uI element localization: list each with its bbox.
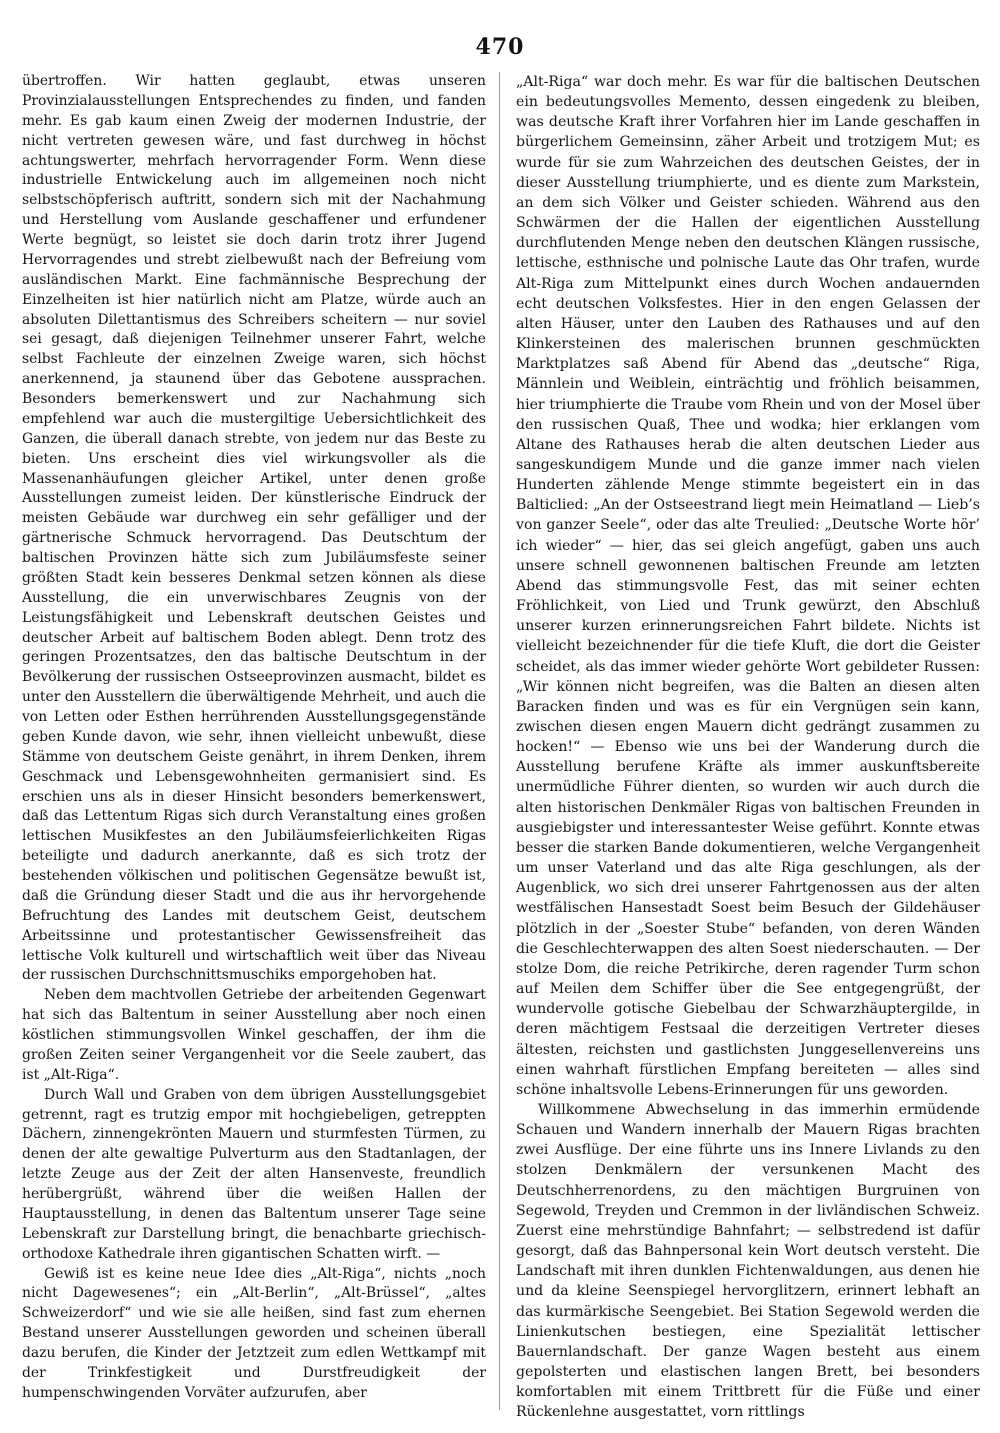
page-number: 470 — [475, 34, 525, 60]
left-paragraph-4: Gewiß ist es keine neue Idee dies „Alt-Riga“, nichts „noch nicht Dagewesenes“; ein „Alt-Berlin“, „Alt-Brüssel“, „altes Schweizerdorf“ und wie sie alle heißen, sind fast zum ehernen Bestand unserer Ausstellungen geworden und scheinen überall dazu berufen, die Kinder der Jetztzeit zum edlen Wettkampf mit der Trinkfestigkeit und Durstfreudigkeit der humpenschwingenden Vorväter aufzurufen, aber — [22, 1265, 486, 1401]
left-column — [22, 72, 486, 1404]
left-paragraph-2: Neben dem machtvollen Getriebe der arbeitenden Gegenwart hat sich das Baltentum in seiner Ausstellung aber noch einen köstlichen stimmungsvollen Winkel geschaffen, der ihm die großen Zeiten seiner Vergangenheit vor die Seele zaubert, das ist „Alt-Riga“. — [22, 987, 486, 1083]
right-column — [516, 72, 980, 1422]
right-paragraph-1: „Alt-Riga“ war doch mehr. Es war für die baltischen Deutschen ein bedeutungsvolles Memento, dessen eingedenk zu bleiben, was deutsche Kraft ihrer Vorfahren hier im Lande geschaffen in bürgerlichem Gemeinsinn, zäher Arbeit und trotzigem Mut; es wurde für sie zum Wahrzeichen des deutschen Geistes, der in dieser Ausstellung triumphierte, und es diente zum Markstein, an dem sich Völker und Geister schieden. Während aus den Schwärmen der die Hallen der eigentlichen Ausstellung durchflutenden Menge neben den deutschen Klängen russische, lettische, esthnische und polnische Laute das Ohr trafen, wurde Alt-Riga zum Mittelpunkt eines durch Wochen andauernden echt deutschen Volksfestes. Hier in den engen Gelassen der alten Häuser, unter den Lauben des Rathauses und auf den Klinkersteinen des malerischen brunnen geschmückten Marktplatzes saß Abend für Abend das „deutsche“ Riga, Männlein und Weiblein, einträchtig und fröhlich beisammen, hier triumphierte die Traube vom Rhein und von der Mosel über den russischen Quaß, Thee und wodka; hier erklangen vom Altane des Rathauses herab die alten deutschen Lieder aus sangeskundigem Munde und die ganze immer nach vielen Hunderten zählende Menge stimmte begeistert ein in das Balticlied: „An der Ostseestrand liegt mein Heimatland — Lieb’s von ganzer Seele“, oder das alte Treulied: „Deutsche Worte hör’ ich wieder“ — hier, das sei gleich angefügt, gaben uns auch unsere schnell gewonnenen baltischen Freunde am letzten Abend das stimmungsvolle Fest, das mit seiner echten Fröhlichkeit, von Lied und Trunk gewürzt, den Abschluß unserer kurzen erinnerungsreichen Fahrt bildete. Nichts ist vielleicht bezeichnender für die tiefe Kluft, die dort die Geister scheidet, als das immer wieder gehörte Wort gebildeter Russen: „Wir können nicht begreifen, was die Balten an diesen alten Baracken finden und was es für ein Vergnügen sein kann, zwischen diesen engen Mauern dicht gedrängt zusammen zu hocken!“ — Ebenso wie uns bei der Wanderung durch die Ausstellung berufene Kräfte als immer auskunftsbereite unermüdliche Führer dienten, so wurden wir auch durch die alten historischen Denkmäler Rigas von baltischen Freunden in ausgiebigster und interessantester Weise geführt. Konnte etwas besser die starken Bande dokumentieren, welche Vergangenheit um unser Vaterland und das alte Riga geschlungen, als der Augenblick, wo sich drei unserer Fahrtgenossen aus der alten westfälischen Hansestadt Soest beim Besuch der Gildehäuser plötzlich in der „Soester Stube“ befanden, von deren Wänden die Geschlechterwappen des alten Soest niederschauten. — Der stolze Dom, die reiche Petrikirche, deren ragender Turm schon auf Meilen dem Schiffer über die See entgegengrüßt, der wundervolle gotische Giebelbau der Schwarzhäuptergilde, in deren mächtigem Festsaal die derzeitigen Vertreter dieses ältesten, reichsten und gastlichsten Junggesellenvereins uns einen wahrhaft fürstlichen Empfang bereiteten — alles sind schöne inhaltsvolle Lebens-Erinnerungen für uns geworden. — [516, 74, 980, 1098]
column-divider — [499, 72, 500, 1410]
left-paragraph-3: Durch Wall und Graben von dem übrigen Ausstellungsgebiet getrennt, ragt es trutzig empor mit hochgiebeligen, getreppten Dächern, zinnengekrönten Mauern und sturmfesten Türmen, zu denen der alte gewaltige Pulverturm aus den Stadtanlagen, der letzte Zeuge aus der Zeit der alten Hansenveste, freundlich herübergrüßt, während über die weißen Hallen der Hauptausstellung, in denen das Baltentum unserer Tage seine Lebenskraft zur Darstellung bringt, die benachbarte griechisch-orthodoxe Kathedrale ihren gigantischen Schatten wirft. — — [22, 1086, 486, 1262]
right-paragraph-2: Willkommene Abwechselung in das immerhin ermüdende Schauen und Wandern innerhalb der Mauern Rigas brachten zwei Ausflüge. Der eine führte uns ins Innere Livlands zu den stolzen Denkmälern der versunkenen Macht des Deutschherrenordens, zu den mächtigen Burgruinen von Segewold, Treyden und Cremmon in der livländischen Schweiz. Zuerst eine mehrstündige Bahnfahrt; — selbstredend ist dafür gesorgt, daß das Bahnpersonal kein Wort deutsch versteht. Die Landschaft mit ihren dunklen Fichtenwaldungen, aus denen hie und da kleine Seenspiegel hervorglitzern, erinnert lebhaft an das kurmärkische Seengebiet. Bei Station Segewold werden die Linienkutschen bestiegen, eine Spezialität lettischer Bauernlandschaft. Der ganze Wagen besteht aus einem gepolsterten und elastischen langen Brett, bei besonders komfortablen mit einem Trittbrett für die Füße und einer Rückenlehne ausgestattet, vorn rittlings — [516, 1101, 980, 1421]
left-paragraph-1: übertroffen. Wir hatten geglaubt, etwas unseren Provinzialausstellungen Entsprechendes zu finden, und fanden mehr. Es gab kaum einen Zweig der modernen Industrie, der nicht vertreten gewesen wäre, und fast durchweg in höchst achtungswerter, mehrfach hervorragender Form. Wenn diese industrielle Entwickelung auch im allgemeinen noch nicht selbstschöpferisch auftritt, sondern sich mit der Nachahmung und Herstellung vom Auslande geschaffener und erfundener Werte begnügt, so leistet sie doch darin trotz ihrer Jugend Hervorragendes und strebt zielbewußt nach der Befreiung vom ausländischen Markt. Eine fachmännische Besprechung der Einzelheiten ist hier natürlich nicht am Platze, würde auch an absoluten Dilettantismus des Schreibers scheitern — nur soviel sei gesagt, daß diejenigen Teilnehmer unserer Fahrt, welche selbst Fachleute der einzelnen Zweige waren, sich höchst anerkennend, ja staunend über das Gebotene aussprachen. Besonders bemerkenswert und zur Nachahmung sich empfehlend war auch die mustergiltige Uebersichtlichkeit des Ganzen, die überall danach strebte, von jedem nur das Beste zu bieten. Uns erscheint dies viel wirkungsvoller als die Massenanhäufungen gleicher Artikel, unter denen große Ausstellungen zumeist leiden. Der künstlerische Eindruck der meisten Gebäude war durchweg ein sehr gefälliger und der gärtnerische Schmuck hervorragend. Das Deutschtum der baltischen Provinzen hätte sich zum Jubiläumsfeste seiner größten Stadt kein besseres Denkmal setzen können als diese Ausstellung, die ein unverwischbares Zeugnis von der Leistungsfähigkeit und Lebenskraft deutschen Geistes und deutscher Arbeit auf baltischem Boden ablegt. Denn trotz des geringen Prozentsatzes, den das baltische Deutschtum in der Bevölkerung der russischen Ostseeprovinzen ausmacht, bildet es unter den Ausstellern die überwältigende Mehrheit, und auch die von Letten oder Esthen herrührenden Ausstellungsgegenstände geben Kunde davon, wie sehr, ihnen vielleicht unbewußt, diese Stämme von deutschem Geiste genährt, in ihrem Denken, ihrem Geschmack und Lebensgewohnheiten germanisiert sind. Es erschien uns als in dieser Hinsicht besonders bemerkenswert, daß das Lettentum Rigas sich durch Veranstaltung eines großen lettischen Musikfestes an den Jubiläumsfeierlichkeiten Rigas beteiligte und dadurch anerkannte, daß es sich trotz der bestehenden völkischen und politischen Gegensätze bewußt ist, daß die Gründung dieser Stadt und die aus ihr hervorgehende Befruchtung des Landes mit deutschem Geist, deutschem Arbeitssinne und protestantischer Gewissensfreiheit das lettische Volk kulturell und wirtschaftlich weit über das Niveau der russischen Durchschnittsmuschiks emporgehoben hat. — [22, 73, 486, 984]
